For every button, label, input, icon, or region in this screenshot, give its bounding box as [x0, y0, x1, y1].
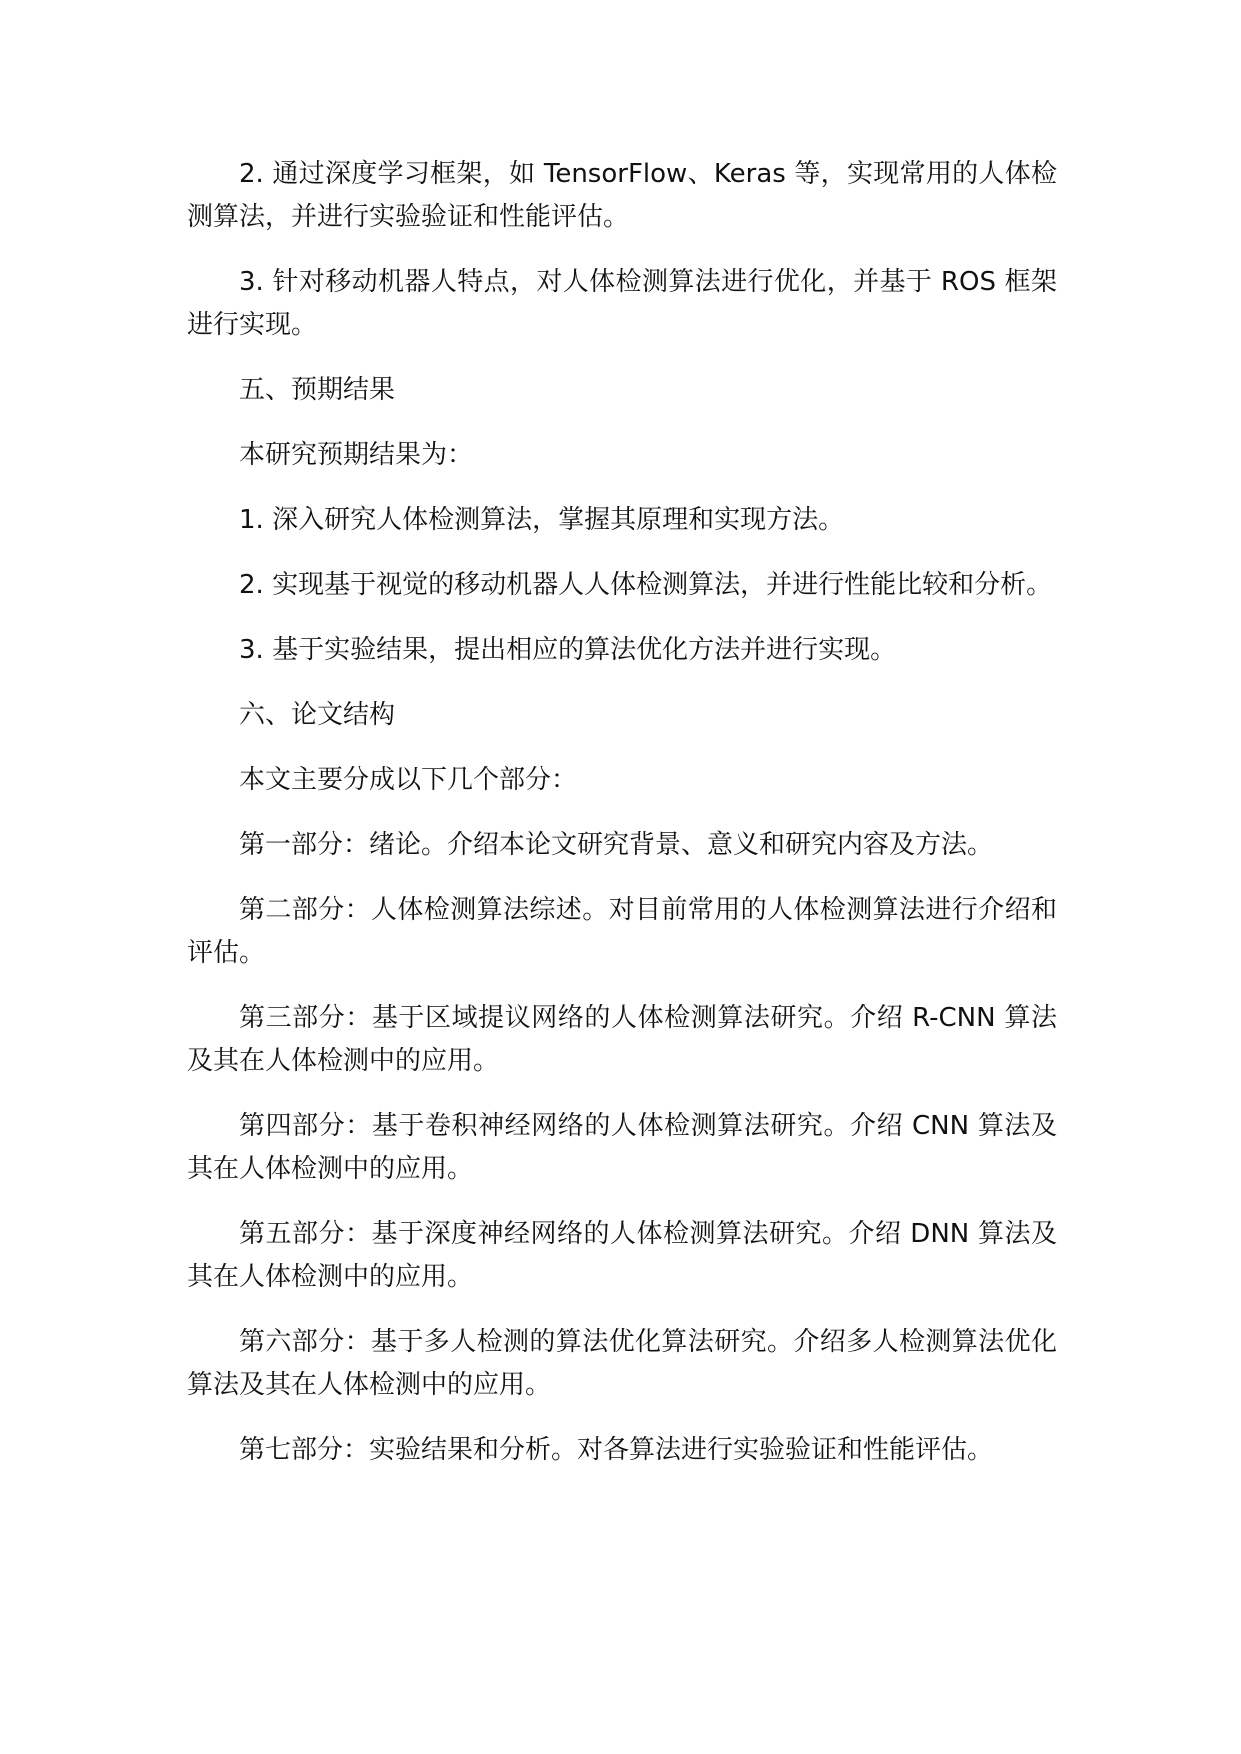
paragraph-expected-intro: 本研究预期结果为：	[239, 440, 474, 470]
paragraph-part-3: 第三部分：基于区域提议网络的人体检测算法研究。介绍 R-CNN 算法及其在人体检测中的应用。	[187, 1003, 1057, 1076]
paragraph-part-1: 第一部分：绪论。介绍本论文研究背景、意义和研究内容及方法。	[239, 830, 994, 860]
paragraph-part-4: 第四部分：基于卷积神经网络的人体检测算法研究。介绍 CNN 算法及其在人体检测中的应用。	[187, 1111, 1057, 1184]
paragraph-part-6: 第六部分：基于多人检测的算法优化算法研究。介绍多人检测算法优化算法及其在人体检测中的应用。	[187, 1327, 1057, 1400]
paragraph-objective-3: 3. 针对移动机器人特点，对人体检测算法进行优化，并基于 ROS 框架进行实现。	[187, 267, 1057, 340]
paragraph-part-2: 第二部分：人体检测算法综述。对目前常用的人体检测算法进行介绍和评估。	[187, 895, 1057, 968]
section-heading-thesis-structure: 六、论文结构	[239, 700, 396, 730]
paragraph-structure-intro: 本文主要分成以下几个部分：	[239, 765, 578, 795]
paragraph-expected-2: 2. 实现基于视觉的移动机器人人体检测算法，并进行性能比较和分析。	[239, 570, 1053, 600]
paragraph-expected-3: 3. 基于实验结果，提出相应的算法优化方法并进行实现。	[239, 635, 897, 665]
section-heading-expected-results: 五、预期结果	[239, 375, 396, 405]
paragraph-part-5: 第五部分：基于深度神经网络的人体检测算法研究。介绍 DNN 算法及其在人体检测中的应用。	[187, 1219, 1057, 1292]
paragraph-expected-1: 1. 深入研究人体检测算法，掌握其原理和实现方法。	[239, 505, 845, 535]
paragraph-part-7: 第七部分：实验结果和分析。对各算法进行实验验证和性能评估。	[239, 1435, 994, 1465]
paragraph-objective-2: 2. 通过深度学习框架，如 TensorFlow、Keras 等，实现常用的人体检测算法，并进行实验验证和性能评估。	[187, 159, 1057, 232]
document-body	[187, 153, 1057, 1494]
